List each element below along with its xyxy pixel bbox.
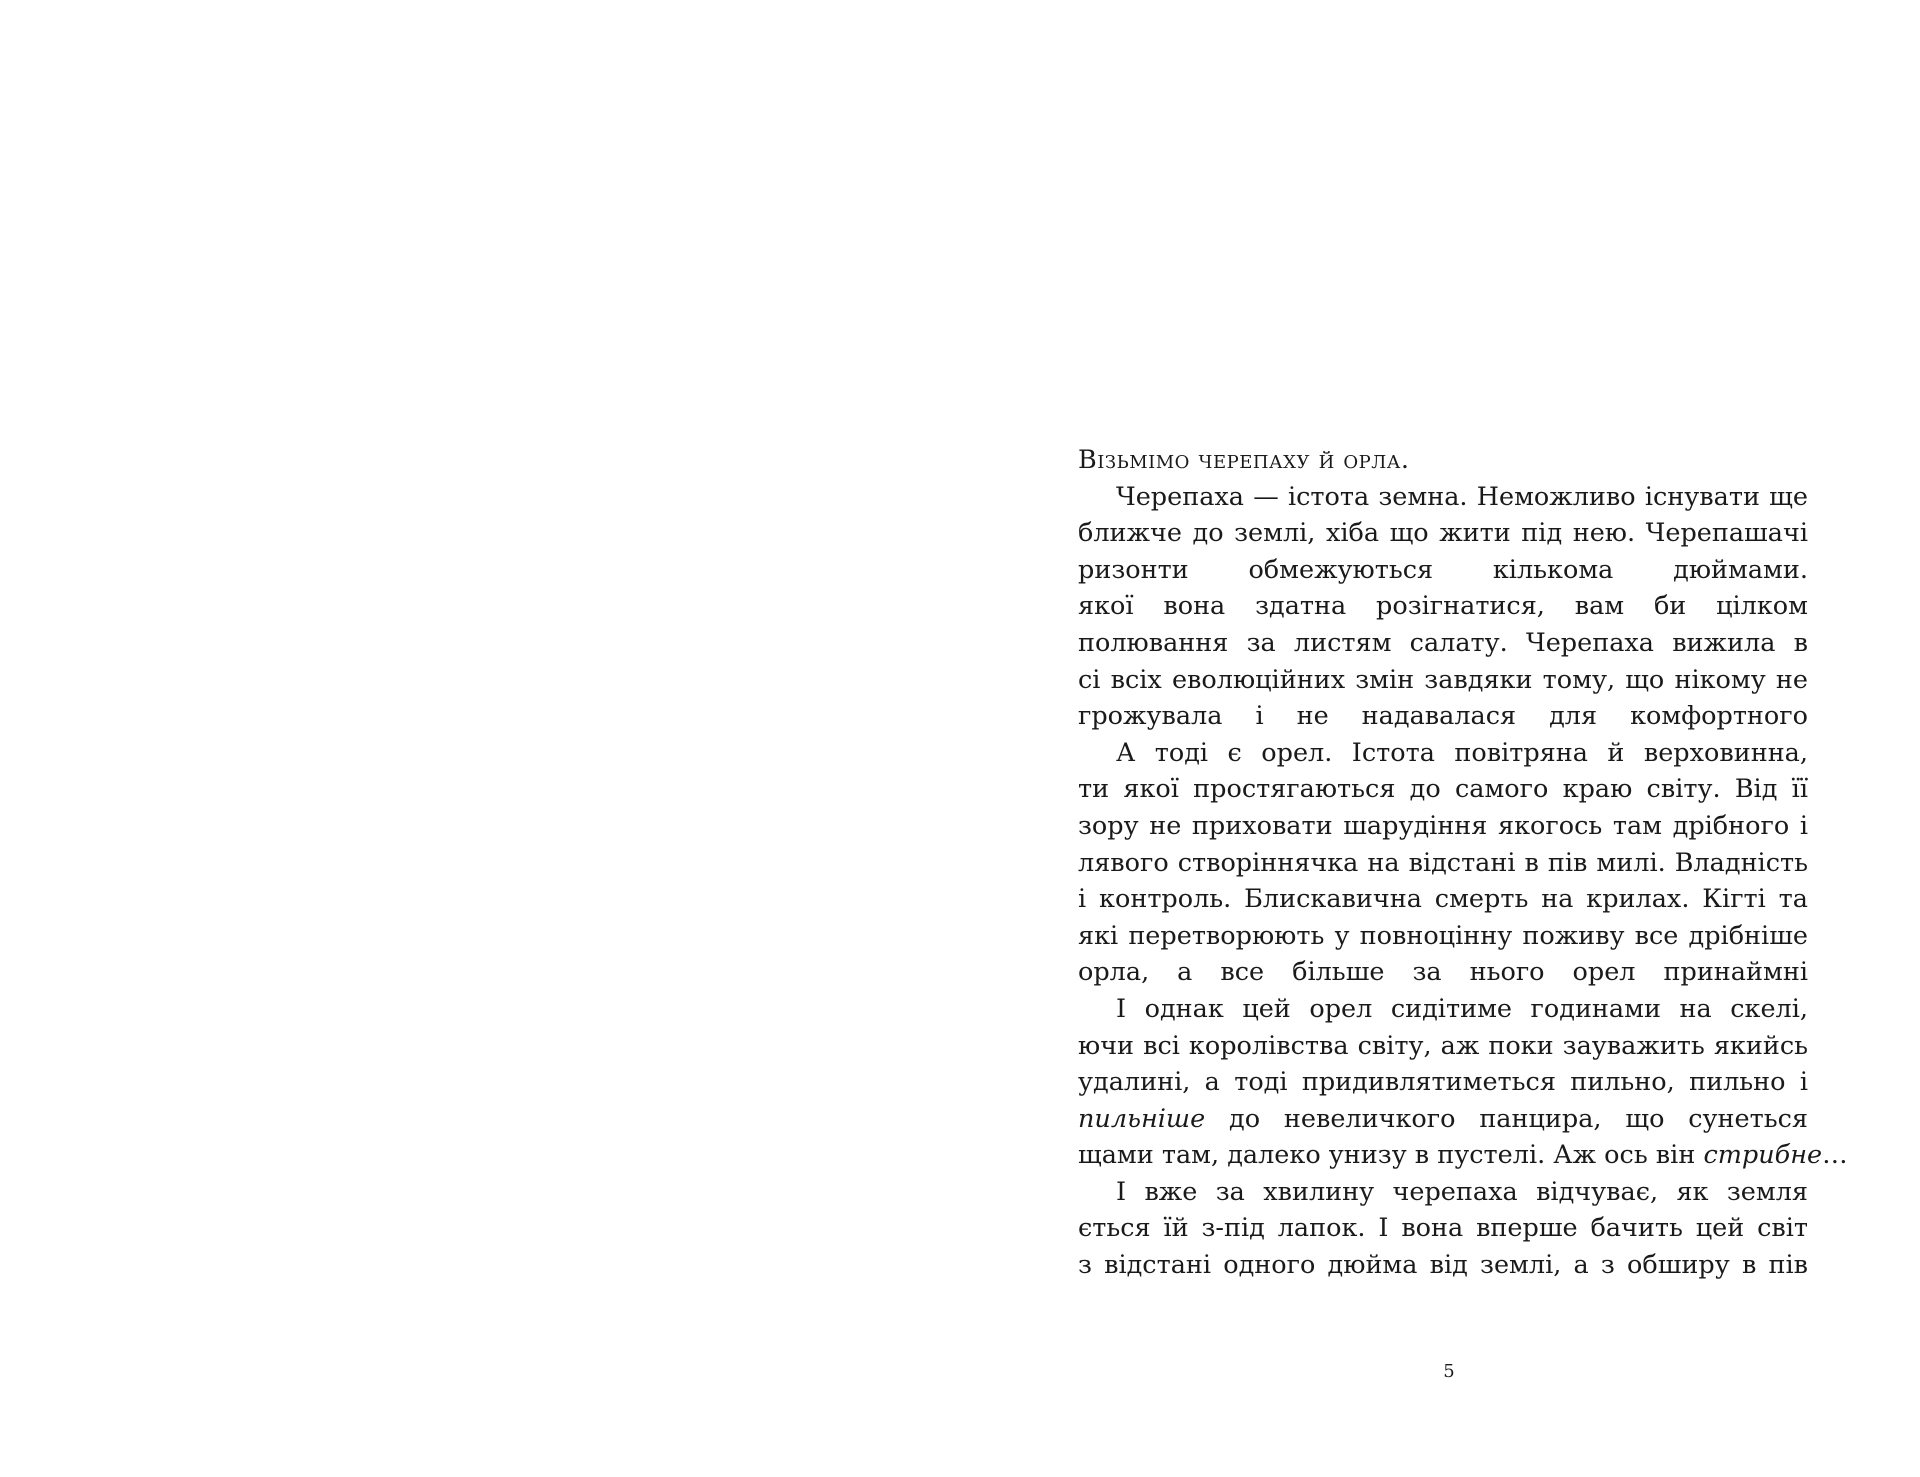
text-segment: орла, а все більше за нього орел принаймні: [1078, 957, 1808, 988]
text-line: [1078, 698, 1808, 735]
text-segment: полювання за листям салату. Черепаха вижила в: [1078, 627, 1808, 658]
text-line: [1078, 918, 1808, 955]
italic-text-segment: стрибне: [1703, 1140, 1823, 1171]
text-line: [1078, 991, 1808, 1028]
text-segment: щами там, далеко унизу в пустелі. Аж ось він: [1078, 1140, 1704, 1171]
text-line: [1078, 954, 1808, 991]
text-line: [1078, 479, 1808, 516]
text-segment: сі всіх еволюційних змін завдяки тому, що нікому не: [1078, 664, 1808, 695]
text-segment: грожувала і не надавалася для комфортного: [1078, 701, 1808, 732]
text-line: [1078, 662, 1808, 699]
text-line: [1078, 1028, 1808, 1065]
text-segment: лявого створіннячка на відстані в пів милі. Владність: [1078, 847, 1808, 878]
text-segment: зору не приховати шарудіння якогось там дрібного і: [1078, 810, 1808, 841]
text-segment: І однак цей орел сидітиме годинами на скелі,: [1116, 993, 1808, 1024]
text-line: [1078, 515, 1808, 552]
text-line: [1078, 1064, 1808, 1101]
text-segment: ближче до землі, хіба що жити під нею. Черепашачі: [1078, 518, 1808, 549]
text-segment: …: [1822, 1140, 1848, 1171]
book-page-text: [1078, 442, 1848, 1284]
text-segment: якої вона здатна розігнатися, вам би цілком: [1078, 591, 1808, 622]
text-segment: ти якої простягаються до самого краю світу. Від її: [1078, 774, 1808, 805]
text-segment: І вже за хвилину черепаха відчуває, як земля: [1116, 1176, 1808, 1207]
text-segment: з відстані одного дюйма від землі, а з обширу в пів: [1078, 1250, 1808, 1281]
text-line: [1078, 881, 1808, 918]
text-line: [1078, 552, 1808, 589]
text-segment: до невеличкого панцира, що сунеться: [1229, 1103, 1808, 1134]
text-line: [1078, 1247, 1808, 1284]
text-line: [1078, 808, 1808, 845]
text-line: [1078, 735, 1808, 772]
text-segment: і контроль. Блискавична смерть на крилах. Кігті та: [1078, 884, 1808, 915]
text-segment: ючи всі королівства світу, аж поки зауважить якийсь: [1078, 1030, 1808, 1061]
text-line: [1078, 1101, 1808, 1138]
text-line: [1078, 442, 1808, 479]
text-segment: Черепаха — істота земна. Неможливо існувати ще: [1116, 481, 1808, 512]
text-line: [1078, 588, 1808, 625]
text-line: [1078, 1174, 1808, 1211]
text-segment: удалині, а тоді придивлятиметься пильно, пильно і: [1078, 1067, 1808, 1098]
text-line: [1078, 771, 1808, 808]
text-line: [1078, 625, 1808, 662]
page-number: 5: [1443, 1361, 1455, 1382]
text-segment: Візьмімо черепаху й орла.: [1078, 445, 1410, 475]
text-segment: які перетворюють у повноцінну поживу все дрібніше: [1078, 920, 1808, 951]
italic-text-segment: пильніше: [1078, 1103, 1206, 1134]
text-segment: А тоді є орел. Істота повітряна й верховинна,: [1116, 737, 1808, 768]
text-segment: ризонти обмежуються кількома дюймами.: [1078, 554, 1808, 585]
text-line: [1078, 1210, 1808, 1247]
text-line: [1078, 845, 1808, 882]
text-line: [1078, 1137, 1848, 1174]
text-segment: ється їй з-під лапок. І вона вперше бачить цей світ: [1078, 1213, 1808, 1244]
